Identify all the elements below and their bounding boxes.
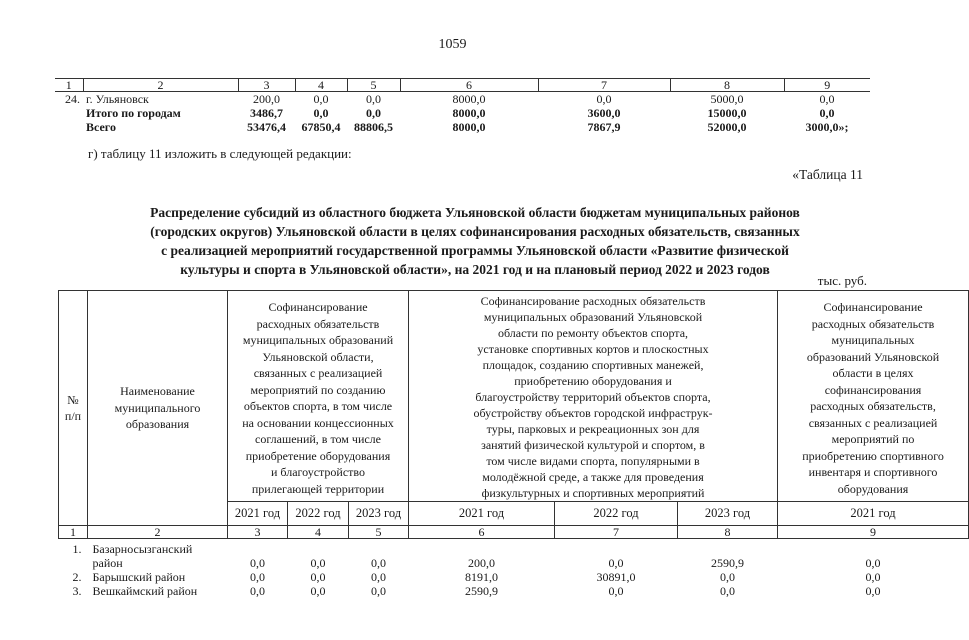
cell-value: 2590,9: [711, 556, 744, 570]
year-header: 2023 год: [678, 502, 778, 526]
row-number: [55, 120, 83, 134]
header-number: № п/п: [59, 291, 88, 526]
cell-value: 0,0: [250, 570, 265, 584]
column-number: 6: [400, 79, 538, 92]
row-number: [55, 106, 83, 120]
cell-value: 30891,0: [596, 570, 636, 584]
cell-value: 0,0: [720, 570, 735, 584]
cell-value: 0,0: [250, 584, 265, 598]
cell-value: 0,0: [819, 106, 835, 120]
column-number: 7: [538, 79, 670, 92]
row-number: 2.: [72, 570, 82, 584]
cell-value: 88806,5: [354, 120, 393, 134]
cell-value: 200,0: [253, 92, 280, 106]
row-name: Вешкаймский район: [92, 584, 198, 598]
table-row: [55, 92, 870, 107]
table-row: [59, 570, 969, 584]
cell-value: 0,0: [310, 570, 326, 584]
row-name: Барышский район: [92, 570, 186, 584]
column-number: 4: [288, 526, 349, 539]
column-number: 5: [349, 526, 409, 539]
column-number: 8: [670, 79, 784, 92]
cell-value: 0,0: [608, 584, 624, 598]
page-number: 1059: [438, 37, 467, 52]
cell-value: 52000,0: [707, 120, 747, 134]
cell-value: 0,0: [371, 570, 386, 584]
year-header: 2021 год: [228, 502, 288, 526]
column-number: 1: [59, 526, 88, 539]
cell-value: 2590,9: [465, 584, 498, 598]
column-number: 3: [238, 79, 295, 92]
amendment-instruction: г) таблицу 11 изложить в следующей редакции:: [88, 146, 352, 161]
header-group-repair: Софинансирование расходных обязательств муниципальных образований Ульяновской области по ремонту объектов спорта, установке спортивных кортов и плоскостных площадок, созданию спортивных манежей, приобретению оборудования и благоустройству территорий объектов спорта, обустройству объектов городской инфраструк- туры, парковых и рекреационных зон для занятий физической культурой и спортом, в том числе видами спорта, популярными в молодёжной среде, а также для проведения физкультурных и спортивных мероприятий: [409, 291, 778, 502]
table-row-total: [55, 120, 870, 134]
cell-value: 0,0: [371, 556, 386, 570]
cell-value: 8000,0: [452, 120, 486, 134]
cell-value: 7867,9: [587, 120, 621, 134]
cell-value: 8000,0: [452, 92, 486, 106]
row-number: 1.: [72, 542, 82, 556]
heading-line: (городских округов) Ульяновской области в целях софинансирования расходных обязательств, связанных: [150, 224, 800, 239]
cell-value: 15000,0: [707, 106, 747, 120]
heading-line: Распределение субсидий из областного бюджета Ульяновской области бюджетам муниципальных районов: [150, 205, 800, 220]
column-number: 3: [228, 526, 288, 539]
year-header: 2023 год: [349, 502, 409, 526]
row-number: 24.: [65, 92, 80, 106]
table-row-subtotal: [55, 106, 870, 120]
column-number: 5: [347, 79, 400, 92]
cell-value: 8000,0: [452, 106, 486, 120]
column-number: 6: [409, 526, 555, 539]
year-header: 2021 год: [778, 502, 969, 526]
row-name: Итого по городам: [86, 106, 181, 120]
year-header: 2022 год: [288, 502, 349, 526]
cell-value: 200,0: [468, 556, 495, 570]
cell-value: 0,0: [865, 570, 881, 584]
header-row: [59, 291, 969, 502]
cell-value: 3486,7: [250, 106, 283, 120]
header-group-construction: Софинансирование расходных обязательств муниципальных образований Ульяновской области, связанных с реализацией мероприятий по созданию объектов спорта, в том числе на основании концессионных соглашений, в том числе приобретение оборудования и благоустройство прилегающей территории: [228, 291, 409, 502]
column-number: 4: [295, 79, 347, 92]
continuation-table: [55, 78, 870, 134]
cell-value: 0,0: [310, 556, 326, 570]
row-name: Всего: [86, 120, 116, 134]
cell-value: 0,0: [371, 584, 386, 598]
cell-value: 0,0: [865, 556, 881, 570]
units-label: тыс. руб.: [817, 273, 867, 288]
cell-value: 0,0: [608, 556, 624, 570]
year-header: 2021 год: [409, 502, 555, 526]
heading-line: культуры и спорта в Ульяновской области», на 2021 год и на плановый период 2022 и 2023 годов: [180, 262, 770, 277]
cell-value: 0,0: [819, 92, 835, 106]
column-number-row: [59, 526, 969, 539]
table-row: [59, 539, 969, 571]
header-group-equipment: Софинансирование расходных обязательств муниципальных образований Ульяновской области в целях софинансирования расходных обязательств, связанных с реализацией мероприятий по приобретению спортивного инвентаря и спортивного оборудования: [778, 291, 969, 502]
table-row: [59, 584, 969, 598]
column-number: 2: [83, 79, 238, 92]
cell-value: 3000,0»;: [805, 120, 849, 134]
cell-value: 0,0: [310, 584, 326, 598]
row-name: г. Ульяновск: [86, 92, 149, 106]
cell-value: 5000,0: [710, 92, 744, 106]
row-name: Базарносызганский район: [92, 542, 193, 570]
heading-line: с реализацией мероприятий государственной программы Ульяновской области «Развитие физической: [161, 243, 789, 258]
cell-value: 0,0: [366, 106, 381, 120]
table-label: «Таблица 11: [792, 167, 863, 182]
column-number-row: [55, 79, 870, 92]
year-header: 2022 год: [555, 502, 678, 526]
column-number: 2: [88, 526, 228, 539]
cell-value: 3600,0: [587, 106, 621, 120]
subsidy-table: [58, 290, 969, 598]
cell-value: 0,0: [313, 92, 329, 106]
cell-value: 0,0: [720, 584, 735, 598]
column-number: 9: [784, 79, 870, 92]
cell-value: 67850,4: [301, 120, 341, 134]
column-number: 1: [55, 79, 83, 92]
cell-value: 0,0: [865, 584, 881, 598]
cell-value: 0,0: [366, 92, 381, 106]
cell-value: 8191,0: [465, 570, 498, 584]
cell-value: 0,0: [313, 106, 329, 120]
column-number: 7: [555, 526, 678, 539]
column-number: 9: [778, 526, 969, 539]
header-municipality-name: Наименование муниципального образования: [88, 291, 228, 526]
cell-value: 0,0: [250, 556, 265, 570]
table-heading: [90, 203, 860, 279]
cell-value: 0,0: [596, 92, 612, 106]
cell-value: 53476,4: [247, 120, 286, 134]
column-number: 8: [678, 526, 778, 539]
row-number: 3.: [72, 584, 82, 598]
